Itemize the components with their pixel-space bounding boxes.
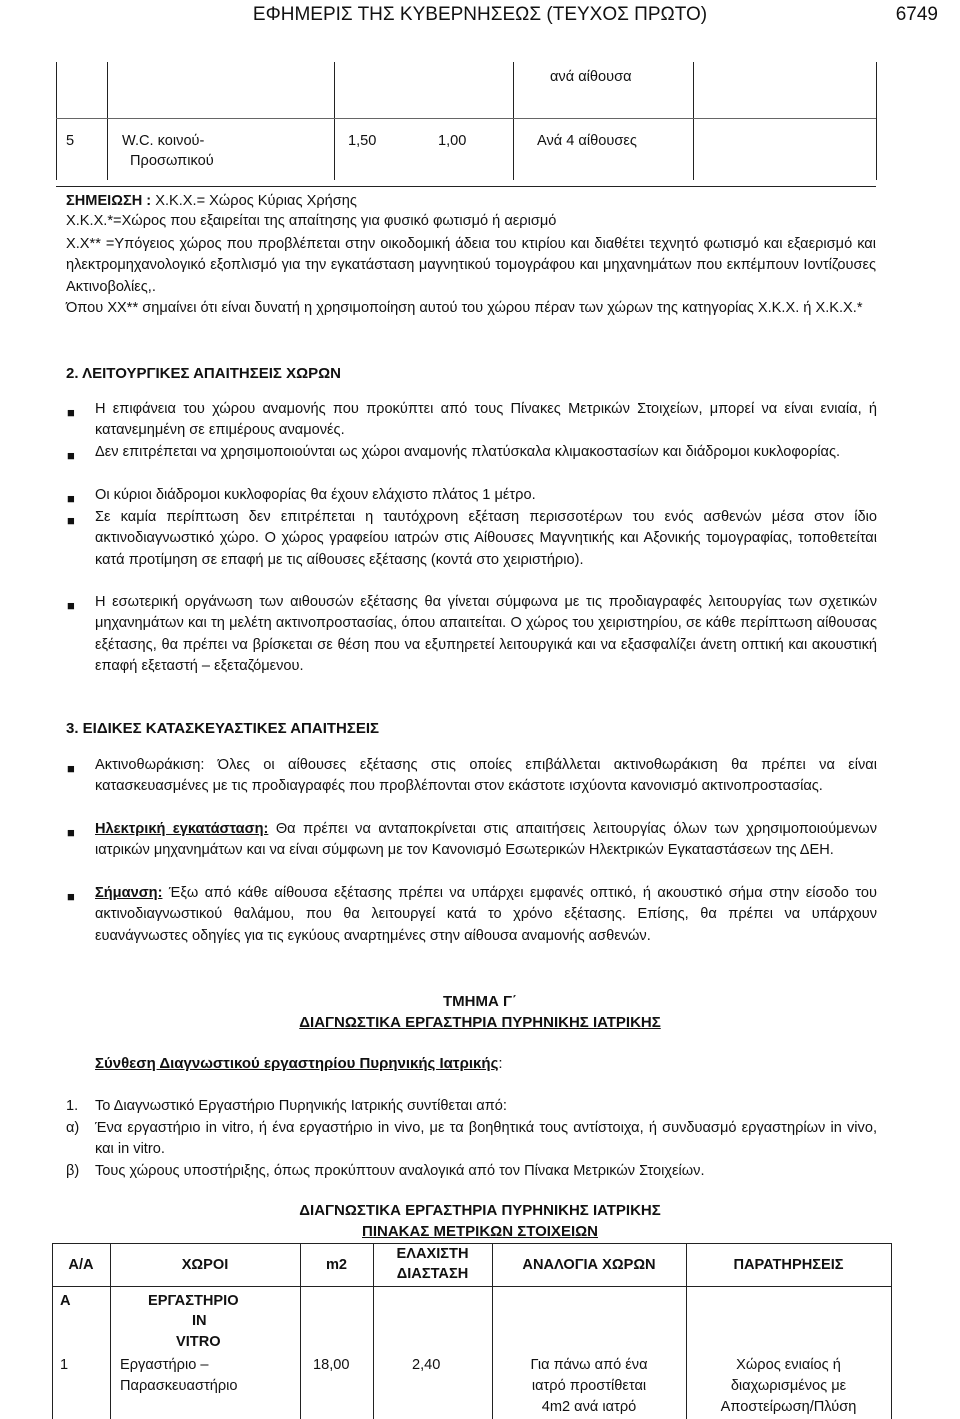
list-item: Τους χώρους υποστήριξης, όπως προκύπτουν αναλογικά από τον Πίνακα Μετρικών Στοιχείων.	[95, 1163, 705, 1179]
column-header: Α/Α	[68, 1257, 94, 1273]
column-header: ΕΛΑΧΙΣΤΗ	[396, 1246, 469, 1262]
table-cell: W.C. κοινού-	[122, 133, 205, 149]
list-item	[95, 819, 877, 862]
table-cell: 1	[60, 1357, 69, 1373]
table-cell: 1,50	[348, 133, 377, 149]
list-item: Η επιφάνεια του χώρου αναμονής που προκύπτει από τους Πίνακες Μετρικών Στοιχείων, μπορεί να είναι ενιαία, ή κατανεμημένη σε επιμέρους αναμονές.	[95, 401, 877, 439]
table-cell: διαχωρισμένος με	[730, 1378, 847, 1394]
table-border	[56, 186, 876, 187]
bullet-icon: ■	[67, 825, 75, 840]
table-cell: 18,00	[313, 1357, 350, 1373]
table-border	[56, 118, 876, 119]
column-header: ΠΑΡΑΤΗΡΗΣΕΙΣ	[733, 1257, 844, 1273]
table-border	[876, 62, 877, 180]
list-item: Ακτινοθωράκιση: Όλες οι αίθουσες εξέτασης στις οποίες επιβάλλεται ακτινοθωράκιση θα πρέπει να είναι κατασκευασμένες με τις προδιαγραφές που προβλέπονται στον εκάστοτε ισχύοντα κανονισμό ακτινοπροστασίας.	[95, 757, 877, 795]
list-marker: α)	[66, 1120, 80, 1136]
table-cell: 2,40	[412, 1357, 441, 1373]
table-border	[56, 62, 57, 180]
section-title: ΤΜΗΜΑ Γ΄	[443, 993, 517, 1010]
group-name: IN	[192, 1313, 207, 1329]
table-cell: Για πάνω από ένα	[530, 1357, 648, 1373]
table-border	[513, 62, 514, 180]
table-cell: Παρασκευαστήριο	[120, 1378, 238, 1394]
list-item: Το Διαγνωστικό Εργαστήριο Πυρηνικής Ιατρικής συντίθεται από:	[95, 1098, 507, 1114]
list-item: Οι κύριοι διάδρομοι κυκλοφορίας θα έχουν ελάχιστο πλάτος 1 μέτρο.	[95, 487, 536, 503]
table-border	[891, 1243, 892, 1419]
table-cell: 5	[66, 133, 75, 149]
table-border	[52, 1243, 892, 1244]
bullet-icon: ■	[67, 598, 75, 613]
note-text: Χ.Κ.Χ.= Χώρος Κύριας Χρήσης	[155, 193, 357, 209]
note-paragraph: Όπου ΧΧ** σημαίνει ότι είναι δυνατή η χρησιμοποίηση αυτού του χώρου πέραν των χώρων της κατηγορίας Χ.Κ.Χ. ή Χ.Κ.Χ.*	[66, 300, 863, 316]
table-cell: 4m2 ανά ιατρό	[541, 1399, 637, 1415]
page-header-title: ΕΦΗΜΕΡΙΣ ΤΗΣ ΚΥΒΕΡΝΗΣΕΩΣ (ΤΕΥΧΟΣ ΠΡΩΤΟ)	[252, 4, 708, 25]
table-cell: ιατρό προστίθεται	[531, 1378, 647, 1394]
bullet-icon: ■	[67, 448, 75, 463]
table-title: ΔΙΑΓΝΩΣΤΙΚΑ ΕΡΓΑΣΤΗΡΙΑ ΠΥΡΗΝΙΚΗΣ ΙΑΤΡΙΚΗΣ	[299, 1202, 661, 1219]
item-text: Έξω από κάθε αίθουσα εξέτασης πρέπει να υπάρχει εμφανές οπτικό, ή ακουστικό σήμα στην είσοδο του ακτινοδιαγνωστικού θαλάμου, που θα λειτουργεί κατά το χρόνο εξέτασης. Επίσης, θα πρέπει να υπάρχουν ευανάγνωστες οδηγίες για τις εγκύους αναρτημένες στην αίθουσα αναμονής ασθενών.	[95, 885, 877, 944]
item-label: Σήμανση:	[95, 885, 163, 901]
page-number: 6749	[895, 4, 938, 25]
bullet-icon: ■	[67, 491, 75, 506]
list-item: Ένα εργαστήριο in vitro, ή ένα εργαστήριο in vivo, με τα βοηθητικά τους αντίστοιχα, ή συνδυασμό εργαστηρίων in vivo, και in vitro.	[95, 1120, 877, 1158]
list-item: Σε καμία περίπτωση δεν επιτρέπεται η ταυτόχρονη εξέταση περισσοτέρων του ενός ασθενών μέσα στον ίδιο ακτινοδιαγνωστικό χώρο. Ο χώρος γραφείου ιατρών στις Αίθουσες Μαγνητικής και Αξονικής τομογραφίας, τοποθετείται κατά προτίμηση σε επαφή με τις αίθουσες εξέτασης (κοντά στο χειριστήριο).	[95, 509, 877, 568]
group-name: VITRO	[176, 1334, 221, 1350]
bullet-icon: ■	[67, 405, 75, 420]
table-cell: Αποστείρωση/Πλύση	[720, 1399, 857, 1415]
column-header: m2	[325, 1257, 348, 1273]
list-marker: 1.	[66, 1098, 79, 1114]
table-cell: Ανά 4 αίθουσες	[537, 133, 637, 149]
table-title: ΠΙΝΑΚΑΣ ΜΕΤΡΙΚΩΝ ΣΤΟΙΧΕΙΩΝ	[362, 1223, 598, 1240]
note-line	[66, 193, 357, 211]
column-header: ΑΝΑΛΟΓΙΑ ΧΩΡΩΝ	[522, 1257, 656, 1273]
table-border	[334, 62, 335, 180]
table-border	[52, 1286, 892, 1287]
note-paragraph: Χ.Χ** =Υπόγειος χώρος που προβλέπεται στην οικοδομική άδεια του κτιρίου και διαθέτει τεχνητό φωτισμό και εξαερισμό και ηλεκτρομηχανολογικό εξοπλισμό για την εγκατάσταση μαγνητικού τομογράφου και μηχανημάτων που εκπέμπουν Ιοντίζουσες Ακτινοβολίες,.	[66, 236, 876, 295]
item-text: Θα πρέπει να ανταποκρίνεται στις απαιτήσεις λειτουργίας όλων των χρησιμοποιούμενων ιατρικών μηχανημάτων και να είναι σύμφωνη με τον Κανονισμό Εσωτερικών Ηλεκτρικών Εγκαταστάσεων της ΔΕΗ.	[95, 821, 877, 859]
table-cell: Χώρος ενιαίος ή	[736, 1357, 841, 1373]
item-label: Ηλεκτρική εγκατάσταση:	[95, 821, 269, 837]
list-item: Δεν επιτρέπεται να χρησιμοποιούνται ως χώροι αναμονής πλατύσκαλα κλιμακοστασίων και διάδρομοι κυκλοφορίας.	[95, 444, 841, 460]
table-cell: 1,00	[438, 133, 467, 149]
column-header: ΧΩΡΟΙ	[181, 1257, 229, 1273]
table-border	[107, 62, 108, 180]
group-letter: Α	[60, 1293, 71, 1309]
note-line: Χ.Κ.Χ.*=Χώρος που εξαιρείται της απαίτησης για φυσικό φωτισμό ή αερισμό	[66, 213, 557, 229]
table-border	[693, 62, 694, 180]
composition-title: Σύνθεση Διαγνωστικού εργαστηρίου Πυρηνικής Ιατρικής:	[95, 1055, 503, 1072]
section-heading: 3. ΕΙΔΙΚΕΣ ΚΑΤΑΣΚΕΥΑΣΤΙΚΕΣ ΑΠΑΙΤΗΣΕΙΣ	[66, 720, 380, 737]
list-marker: β)	[66, 1163, 80, 1179]
bullet-icon: ■	[67, 889, 75, 904]
bullet-icon: ■	[67, 761, 75, 776]
list-item	[95, 883, 877, 947]
section-title: ΔΙΑΓΝΩΣΤΙΚΑ ΕΡΓΑΣΤΗΡΙΑ ΠΥΡΗΝΙΚΗΣ ΙΑΤΡΙΚΗΣ	[299, 1014, 661, 1031]
table-cell: ανά αίθουσα	[550, 69, 632, 85]
list-item: Η εσωτερική οργάνωση των αιθουσών εξέτασης θα γίνεται σύμφωνα με τις προδιαγραφές λειτουργίας των σχετικών μηχανημάτων και τη μελέτη ακτινοπροστασίας, όπου απαιτείται. Ο χώρος του χειριστηρίου, σε κάθε περίπτωση αίθουσας εξέτασης, θα πρέπει να βρίσκεται σε θέση που να εξυπηρετεί λειτουργικά και να εξασφαλίζει άνετη οπτική και ακουστική επαφή εξεταστή – εξεταζόμενου.	[95, 594, 877, 675]
note-title: ΣΗΜΕΙΩΣΗ :	[66, 193, 156, 209]
table-cell: Προσωπικού	[130, 153, 214, 169]
bullet-icon: ■	[67, 513, 75, 528]
section-heading: 2. ΛΕΙΤΟΥΡΓΙΚΕΣ ΑΠΑΙΤΗΣΕΙΣ ΧΩΡΩΝ	[66, 365, 341, 382]
table-cell: Εργαστήριο –	[120, 1357, 209, 1373]
column-header: ΔΙΑΣΤΑΣΗ	[396, 1266, 469, 1282]
group-name: ΕΡΓΑΣΤΗΡΙΟ	[148, 1293, 239, 1309]
